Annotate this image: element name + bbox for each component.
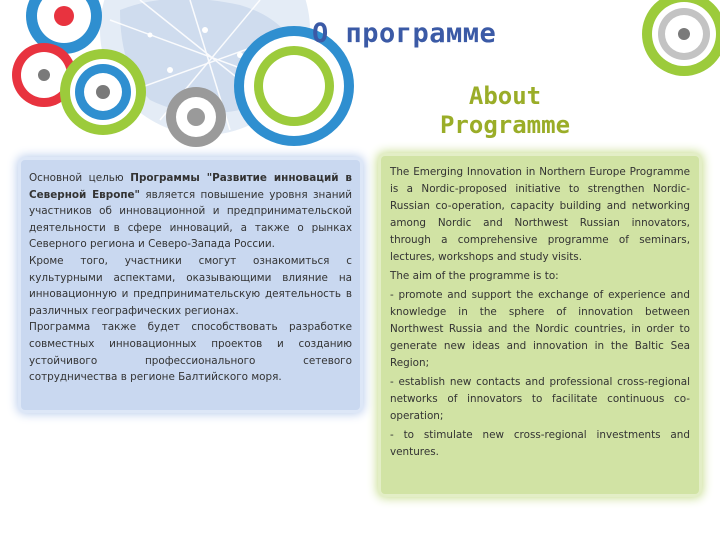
ru-paragraph-1 xyxy=(29,170,352,253)
page-title-ru: О программе xyxy=(312,18,497,49)
en-aim: The aim of the programme is to: xyxy=(390,270,559,282)
ru-intro: Основной целью xyxy=(29,172,131,184)
russian-text-panel xyxy=(21,160,360,410)
ru-program-name: Программы "Развитие инноваций в Северной Европе" xyxy=(29,172,353,201)
en-bullet: - promote and support the exchange of experience and knowledge in the sphere of innovation between Northwest Russia and the Nordic countries, in order to generate new ideas and innovation in the Baltic Sea Region; xyxy=(390,289,690,369)
page-title-en: About Programme xyxy=(439,82,571,139)
en-paragraph-1: The Emerging Innovation in Northern Europe Programme is a Nordic-proposed initiative to strengthen Nordic-Russian co-operation, capacity building and networking among Nordic and Northwest Russian innovators, through a comprehensive programme of seminars, lectures, workshops and study visits. xyxy=(390,166,690,263)
english-text-panel xyxy=(381,156,699,494)
ru-paragraph-2: Кроме того, участники смогут ознакомиться с культурными аспектами, оказывающими влияние на инновационную и предпринимательскую деятельность в различных географических регионах. xyxy=(29,254,352,317)
ru-paragraph-3: Программа также будет способствовать разработке совместных инновационных проектов и созданию устойчивого профессионального сетевого сотрудничества в регионе Балтийского моря. xyxy=(29,321,352,384)
en-bullet: - to stimulate new cross-regional investments and ventures. xyxy=(390,429,690,458)
ru-paragraph-1-rest: является повышение уровня знаний участников об инновационной и предпринимательской деятельности в сфере инноваций, а также о рынках Северного региона и Северо-Запада России. xyxy=(29,188,352,251)
ring-gray xyxy=(166,87,226,147)
en-bullet: - establish new contacts and professional cross-regional networks of innovators to facilitate continuous co-operation; xyxy=(390,376,690,422)
ring-green-topright xyxy=(642,0,720,76)
ring-green-left xyxy=(60,49,146,135)
